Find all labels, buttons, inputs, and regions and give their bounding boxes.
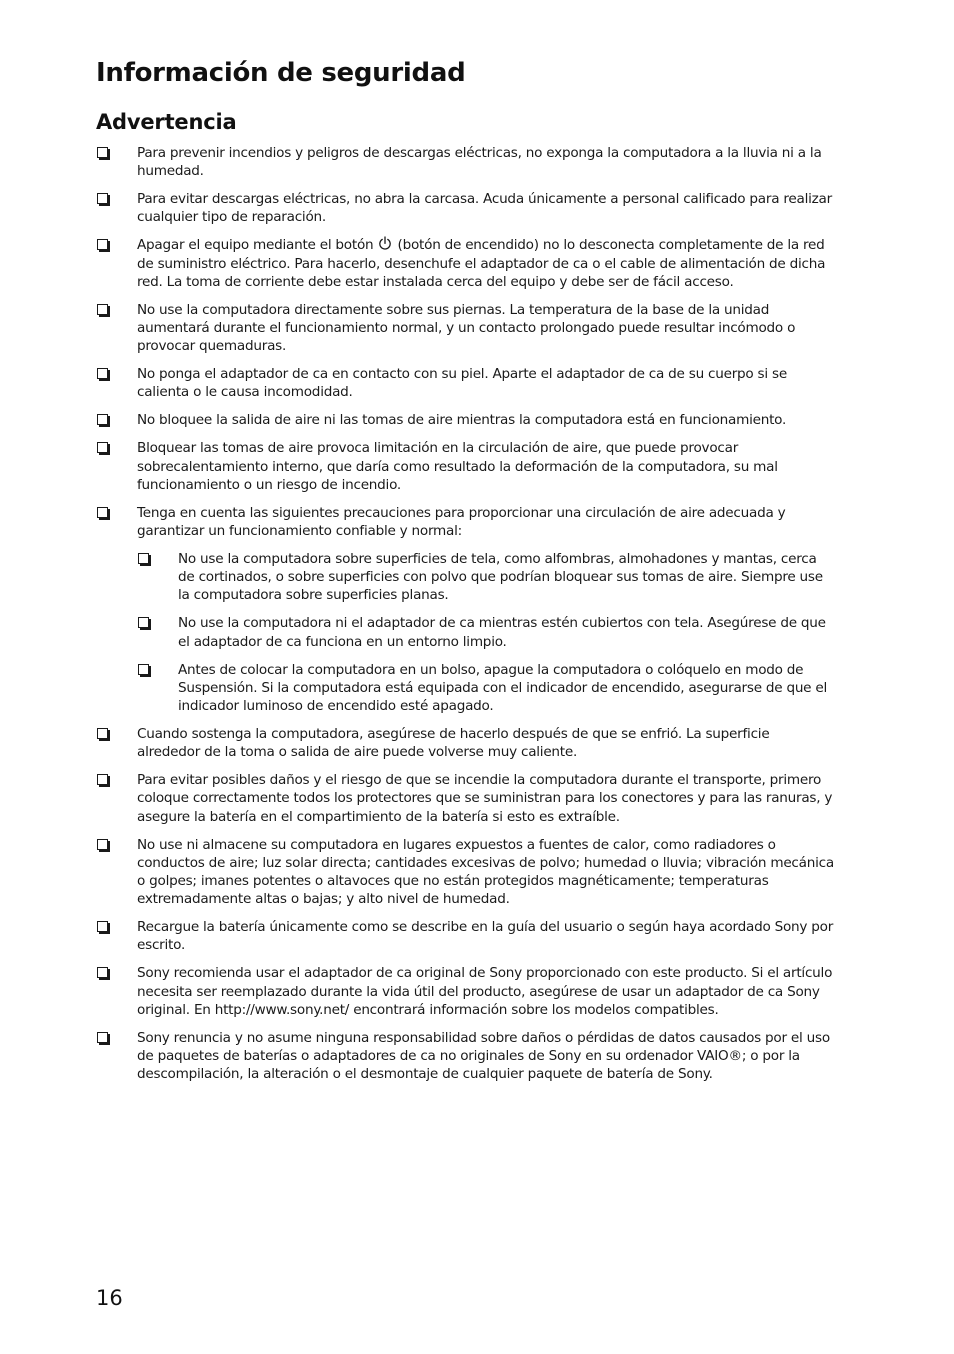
checkbox-bullet-icon xyxy=(97,304,108,315)
precaution-sub-item xyxy=(137,550,836,605)
checkbox-bullet-icon xyxy=(97,1032,108,1043)
warning-item-text: No ponga el adaptador de ca en contacto con su piel. Aparte el adaptador de ca de su cuerpo si se calienta o le causa incomodidad. xyxy=(137,366,787,401)
warning-item xyxy=(96,190,836,226)
checkbox-bullet-icon xyxy=(97,414,108,425)
checkbox-bullet-icon xyxy=(97,239,108,250)
warning-item-text: Bloquear las tomas de aire provoca limitación en la circulación de aire, que puede provocar sobrecalentamiento interno, que daría como resultado la deformación de la computadora, su mal funcionamiento o un riesgo de incendio. xyxy=(137,440,778,493)
section-title-warning: Advertencia xyxy=(96,110,237,134)
checkbox-bullet-icon xyxy=(97,967,108,978)
warning-item-text: Para prevenir incendios y peligros de descargas eléctricas, no exponga la computadora a la lluvia ni a la humedad. xyxy=(137,145,822,180)
checkbox-bullet-icon xyxy=(97,368,108,379)
precaution-sub-item-text: No use la computadora ni el adaptador de ca mientras estén cubiertos con tela. Asegúrese de que el adaptador de ca funciona en un entorno limpio. xyxy=(178,615,826,650)
warning-item-text: Sony renuncia y no asume ninguna responsabilidad sobre daños o pérdidas de datos causados por el uso de paquetes de baterías o adaptadores de ca no originales de Sony en su ordenador VAIO®; o por la descompilación, la alteración o el desmontaje de cualquier paquete de batería de Sony. xyxy=(137,1029,830,1083)
checkbox-bullet-icon xyxy=(138,617,149,628)
warning-item-text: No use la computadora directamente sobre sus piernas. La temperatura de la base de la unidad aumentará durante el funcionamiento normal, y un contacto prolongado puede resultar incómodo o provocar quemaduras. xyxy=(137,301,796,355)
warning-item xyxy=(96,144,836,180)
warning-item-text: Para evitar descargas eléctricas, no abra la carcasa. Acuda únicamente a personal calificado para realizar cualquier tipo de reparación. xyxy=(137,191,832,226)
warning-item xyxy=(96,964,836,1019)
warning-item-text: Sony recomienda usar el adaptador de ca original de Sony proporcionado con este producto. Si el artículo necesita ser reemplazado durante la vida útil del producto, asegúrese de usar un adaptador de ca Sony original. En http://www.sony.net/ encontrará información sobre los modelos compatibles. xyxy=(137,965,833,1018)
warning-item xyxy=(96,918,836,954)
warning-item xyxy=(96,439,836,494)
warning-item xyxy=(96,725,836,761)
checkbox-bullet-icon xyxy=(97,507,108,518)
warning-item xyxy=(96,504,836,715)
precaution-sub-list xyxy=(137,550,836,715)
precaution-sub-item-text: No use la computadora sobre superficies de tela, como alfombras, almohadones y mantas, cerca de cortinados, o sobre superficies con polvo que podrían bloquear sus tomas de aire. Siempre use la computadora sobre superficies planas. xyxy=(178,551,823,604)
power-button-icon xyxy=(378,236,392,251)
warning-item-text: Recargue la batería únicamente como se describe en la guía del usuario o según haya acordado Sony por escrito. xyxy=(137,919,834,954)
checkbox-bullet-icon xyxy=(97,839,108,850)
checkbox-bullet-icon xyxy=(97,442,108,453)
checkbox-bullet-icon xyxy=(97,147,108,158)
warning-item xyxy=(96,301,836,356)
checkbox-bullet-icon xyxy=(138,553,149,564)
warning-item xyxy=(96,236,836,291)
page-number: 16 xyxy=(96,1286,123,1310)
precaution-sub-item-text: Antes de colocar la computadora en un bolso, apague la computadora o colóquelo en modo de Suspensión. Si la computadora está equipada con el indicador de encendido, asegurarse de que el indicador luminoso de encendido esté apagado. xyxy=(178,661,828,715)
warning-item-text: No bloquee la salida de aire ni las tomas de aire mientras la computadora está en funcionamiento. xyxy=(137,412,787,429)
warning-item xyxy=(96,771,836,826)
checkbox-bullet-icon xyxy=(97,774,108,785)
warning-item-text: Tenga en cuenta las siguientes precauciones para proporcionar una circulación de aire adecuada y garantizar un funcionamiento confiable y normal: xyxy=(137,504,786,540)
checkbox-bullet-icon xyxy=(97,921,108,932)
precaution-sub-item xyxy=(137,614,836,650)
checkbox-bullet-icon xyxy=(97,193,108,204)
precaution-sub-item xyxy=(137,661,836,716)
warning-list xyxy=(96,144,836,1093)
warning-item xyxy=(96,365,836,401)
warning-item xyxy=(96,1029,836,1084)
warning-item-text: Cuando sostenga la computadora, asegúrese de hacerlo después de que se enfrió. La superficie alrededor de la toma o salida de aire puede volverse muy caliente. xyxy=(137,726,770,761)
warning-item-text: Para evitar posibles daños y el riesgo de que se incendie la computadora durante el transporte, primero coloque correctamente todos los protectores que se suministran para los conectores y para las ranuras, y asegure la batería en el compartimiento de la batería si esto es extraíble. xyxy=(137,772,833,825)
warning-item xyxy=(96,411,836,429)
warning-item xyxy=(96,836,836,909)
checkbox-bullet-icon xyxy=(97,728,108,739)
warning-item-text: Apagar el equipo mediante el botón xyxy=(137,237,374,254)
page-title: Información de seguridad xyxy=(96,58,466,88)
checkbox-bullet-icon xyxy=(138,664,149,675)
warning-item-text: No use ni almacene su computadora en lugares expuestos a fuentes de calor, como radiadores o conductos de aire; luz solar directa; cantidades excesivas de polvo; humedad o lluvia; vibración mecánica o golpes; imanes potentes o altavoces que no están protegidos magnéticamente; temperaturas extremadamente altas o bajas; y alto nivel de humedad. xyxy=(137,836,834,908)
warning-item-text: (botón de encendido) no lo desconecta completamente de la red de suministro eléctrico. Para hacerlo, desenchufe el adaptador de ca o el cable de alimentación de dicha red. La toma de corriente debe estar instalada cerca del equipo y debe ser de fácil acceso. xyxy=(137,237,826,290)
